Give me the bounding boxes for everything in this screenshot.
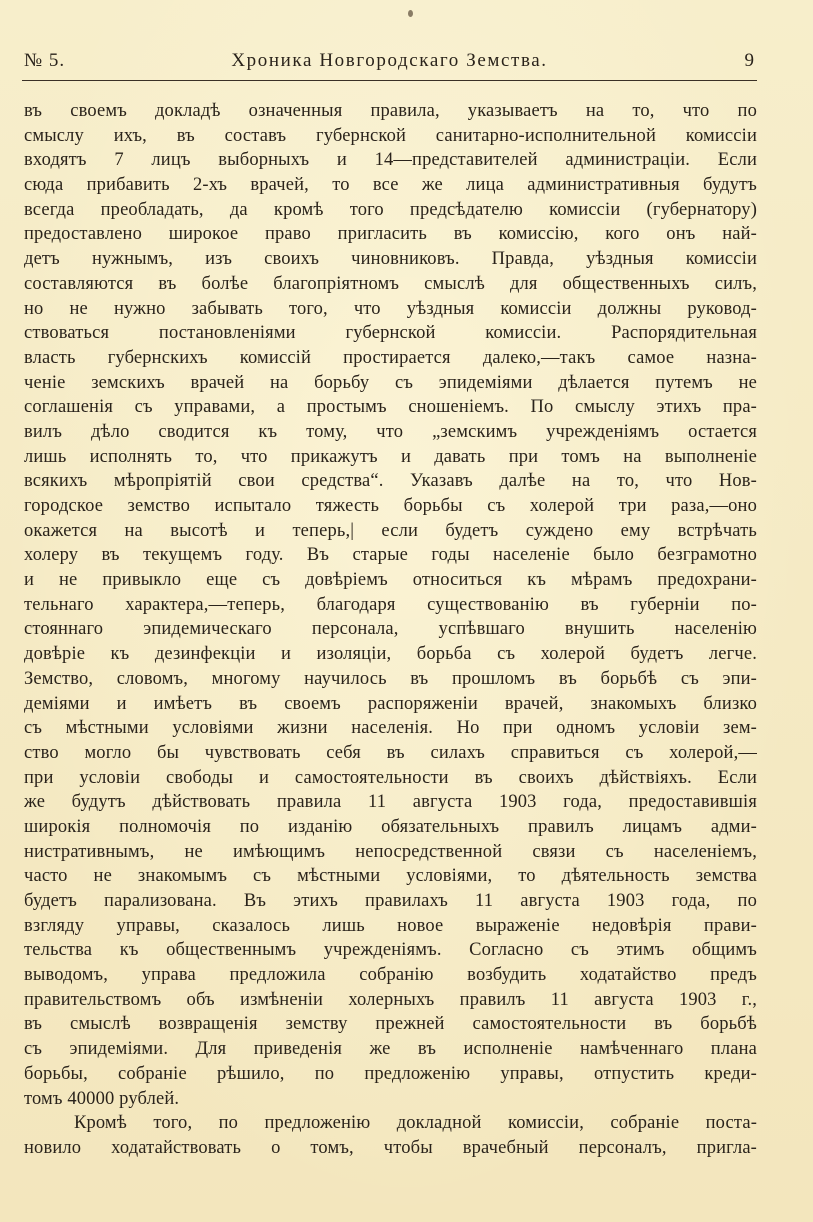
text-line: томъ 40000 рублей. — [24, 1088, 180, 1109]
text-line: вилъ дѣло сводится къ тому, что „земскимъ учрежденіямъ остается — [24, 421, 757, 442]
text-line: новило ходатайствовать о томъ, чтобы врачебный персоналъ, пригла- — [24, 1137, 757, 1158]
text-line: соглашенія съ управами, а простымъ сношеніемъ. По смыслу этихъ пра- — [24, 397, 757, 418]
text-line: но не нужно забывать того, что уѣздныя комиссіи должны руковод- — [24, 298, 757, 319]
text-line: всегда преобладать, да кромѣ того предсѣдателю комиссіи (губернатору) — [24, 199, 757, 220]
text-line: деміями и имѣетъ въ своемъ распоряженіи врачей, знакомыхъ близко — [24, 693, 757, 714]
text-line: при условіи свободы и самостоятельности въ своихъ дѣйствіяхъ. Если — [24, 767, 757, 788]
text-line: борьбы, собраніе рѣшило, по предложенію управы, отпустить креди- — [24, 1063, 757, 1084]
text-line: входятъ 7 лицъ выборныхъ и 14—представителей администраціи. Если — [24, 150, 757, 171]
ink-speck — [408, 10, 413, 17]
text-line: довѣріе къ дезинфекціи и изоляціи, борьба съ холерой будетъ легче. — [24, 644, 757, 665]
text-line: власть губернскихъ комиссій простирается далеко,—такъ самое назна- — [24, 347, 757, 368]
paragraph — [24, 99, 757, 1111]
text-line: детъ нужнымъ, изъ своихъ чиновниковъ. Правда, уѣздныя комиссіи — [24, 249, 757, 270]
text-line: взгляду управы, сказалось лишь новое выраженіе недовѣрія прави- — [24, 915, 757, 936]
text-line: ченіе земскихъ врачей на борьбу съ эпидеміями дѣлается путемъ не — [24, 372, 757, 393]
text-line: смыслу ихъ, въ составъ губернской санитарно-исполнительной комиссіи — [24, 125, 757, 146]
text-line: всякихъ мѣропріятій свои средства“. Указавъ далѣе на то, что Нов- — [24, 471, 757, 492]
page-number: 9 — [744, 50, 755, 71]
text-line: и не привыкло еще съ довѣріемъ относиться къ мѣрамъ предохрани- — [24, 570, 757, 591]
text-line: правительствомъ объ измѣненіи холерныхъ правилъ 11 августа 1903 г., — [24, 989, 757, 1010]
text-line: ствоваться постановленіями губернской комиссіи. Распорядительная — [24, 323, 757, 344]
text-line: же будутъ дѣйствовать правила 11 августа 1903 года, предоставившія — [24, 792, 757, 813]
text-line: выводомъ, управа предложила собранію возбудить ходатайство предъ — [24, 965, 757, 986]
text-line: нистративнымъ, не имѣющимъ непосредственной связи съ населеніемъ, — [24, 841, 757, 862]
text-line: лишь исполнять то, что прикажутъ и давать при томъ на выполненіе — [24, 446, 757, 467]
text-line: стояннаго эпидемическаго персонала, успѣвшаго внушить населенію — [24, 619, 757, 640]
issue-number: № 5. — [24, 50, 66, 71]
text-line: тельнаго характера,—теперь, благодаря существованію въ губерніи по- — [24, 594, 757, 615]
text-line: ство могло бы чувствовать себя въ силахъ справиться съ холерой,— — [24, 742, 757, 763]
text-line: городское земство испытало тяжесть борьбы съ холерой три раза,—оно — [24, 496, 757, 516]
text-line: въ своемъ докладѣ означенныя правила, указываетъ на то, что по — [24, 101, 757, 121]
text-line: будетъ парализована. Въ этихъ правилахъ 11 августа 1903 года, по — [24, 891, 757, 911]
running-header — [24, 50, 755, 76]
header-rule — [22, 80, 757, 81]
article-body — [24, 99, 757, 1161]
text-line: сюда прибавить 2-хъ врачей, то все же лица административныя будутъ — [24, 175, 757, 196]
text-line: предоставлено широкое право пригласить въ комиссію, кого онъ най- — [24, 224, 757, 245]
text-line: широкія полномочія по изданію обязательныхъ правилъ лицамъ адми- — [24, 816, 757, 837]
text-line: Земство, словомъ, многому научилось въ прошломъ въ борьбѣ съ эпи- — [24, 668, 757, 689]
text-line: холеру въ текущемъ году. Въ старые годы населеніе было безграмотно — [24, 545, 757, 566]
text-line: съ мѣстными условіями жизни населенія. Но при одномъ условіи зем- — [24, 718, 757, 739]
text-line: тельства къ общественнымъ учрежденіямъ. Согласно съ этимъ общимъ — [24, 940, 757, 961]
text-line: окажется на высотѣ и теперь,| если будетъ суждено ему встрѣчать — [24, 520, 757, 541]
text-line: съ эпидеміями. Для приведенія же въ исполненіе намѣченнаго плана — [24, 1039, 757, 1060]
text-line: Кромѣ того, по предложенію докладной комиссіи, собраніе поста- — [74, 1113, 757, 1134]
text-line: въ смыслѣ возвращенія земству прежней самостоятельности въ борьбѣ — [24, 1014, 757, 1035]
paragraph — [24, 1111, 757, 1160]
journal-title: Хроника Новгородскаго Земства. — [231, 50, 548, 71]
text-line: часто не знакомымъ съ мѣстными условіями, то дѣятельность земства — [24, 866, 757, 887]
text-line: составляются въ болѣе благопріятномъ смыслѣ для общественныхъ силъ, — [24, 273, 757, 294]
